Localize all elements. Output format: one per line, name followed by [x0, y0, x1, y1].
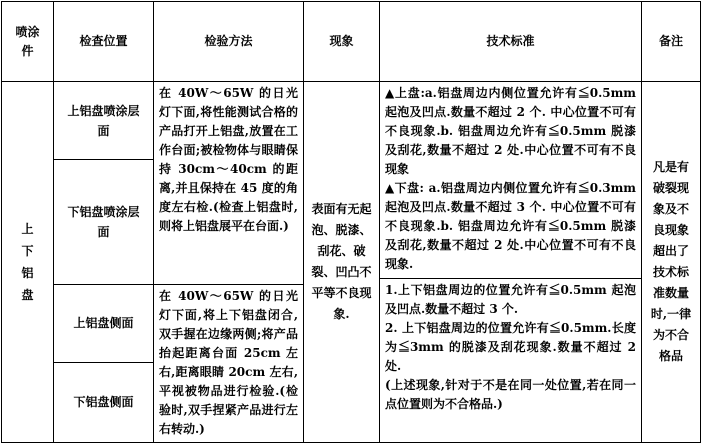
position-text: 上铝盘喷涂层面	[67, 103, 140, 138]
standard-side-item-2: 2. 上下铝盘周边的位置允许有≦0.5mm.长度为≦3mm 的脱漆及刮花现象.数量不超过 2 处.	[385, 321, 636, 373]
standard-side-item-1: 1.上下铝盘周边的位置允许有≦0.5mm 起泡及凹点.数量不超过 3 个.	[385, 283, 636, 316]
header-remark-text: 备注	[658, 34, 683, 48]
position-lower-coating	[54, 160, 153, 284]
header-phenomenon	[304, 2, 379, 81]
rule	[1, 442, 701, 443]
remark-cell	[642, 82, 700, 442]
header-method-text: 检验方法	[204, 34, 253, 48]
phenomenon-cell	[304, 82, 379, 442]
header-position-text: 检查位置	[79, 34, 128, 48]
method-text: 在 40W～65W 的日光灯下面,将性能测试合格的产品打开上铝盘,放置在工作台面;被检物体与眼睛保持 30cm～40cm 的距离,并且保持在 45 度的角度左右检.(检查上铝盘时,则将上铝盘展平在台面.)	[159, 86, 298, 233]
standard-side-note: (上述现象,针对于不是在同一处位置,若在同一点位置则为不合格品.)	[385, 378, 636, 411]
method-coating	[154, 82, 303, 284]
position-text: 下铝盘侧面	[73, 395, 134, 409]
position-upper-coating	[54, 82, 153, 159]
header-position	[54, 2, 153, 81]
header-method	[154, 2, 303, 81]
position-upper-side	[54, 285, 153, 362]
standard-lower-plate: ▲下盘: a.铝盘周边内侧位置允许有≦0.3mm 起泡及凹点.数量不超过 3 个. 中心位置不可有不良现象.b. 铝盘周边允许有≦0.5mm 脱漆及刮花,数量不超过 2 处.中心位置不可有不良现象.	[385, 181, 636, 271]
header-standard-text: 技术标准	[486, 34, 535, 48]
header-part-text: 喷涂件	[15, 24, 40, 58]
inspection-table	[1, 1, 701, 443]
part-char: 盘	[21, 288, 34, 302]
method-side	[154, 285, 303, 442]
position-text: 下铝盘喷涂层面	[67, 205, 140, 239]
header-part	[2, 2, 53, 81]
position-lower-side	[54, 363, 153, 442]
phenomenon-text: 表面有无起泡、脱漆、刮花、破裂、凹凸不平等不良现象.	[311, 202, 372, 321]
standard-coating	[380, 82, 641, 278]
standard-side	[380, 279, 641, 442]
part-char: 下	[21, 244, 34, 258]
header-remark	[642, 2, 700, 81]
method-text: 在 40W～65W 的日光灯下面,将上下铝盘闭合,双手握在边缘两侧;将产品抬起距离台面 25cm 左右,距离眼睛 20cm 左右,平视被物品进行检验.(检验时,双手捏紧产品进行左右转动.)	[159, 289, 298, 436]
remark-text: 凡是有破裂现象及不良现象超出了技术标准数量时,一律为不合格品	[650, 160, 692, 363]
header-standard	[380, 2, 641, 81]
part-char: 铝	[21, 266, 34, 280]
standard-upper-plate: ▲上盘:a.铝盘周边内侧位置允许有≦0.5mm 起泡及凹点.数量不超过 2 个. 中心位置不可有不良现象.b. 铝盘周边允许有≦0.5mm 脱漆及刮花,数量不超过 2 处.中心位置不可有不良现象	[385, 86, 636, 176]
header-phenomenon-text: 现象	[329, 34, 354, 48]
position-text: 上铝盘侧面	[73, 316, 134, 330]
part-char: 上	[21, 222, 34, 236]
rule	[700, 1, 701, 443]
part-cell	[2, 82, 53, 442]
